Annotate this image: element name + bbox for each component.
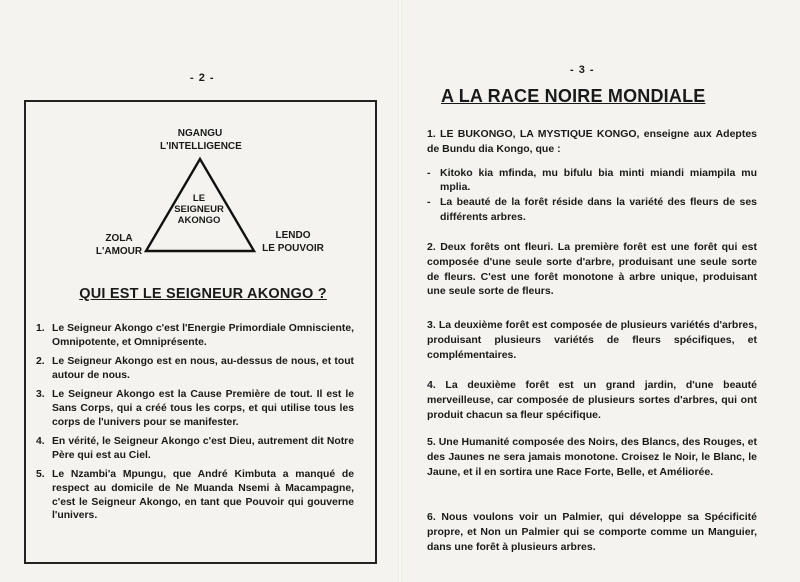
paragraph-1-bullet-french: [427, 195, 757, 225]
triangle-top-label-2: L'INTELLIGENCE: [160, 141, 242, 152]
left-page-title: QUI EST LE SEIGNEUR AKONGO ?: [79, 286, 327, 302]
bullet-dash: -: [427, 196, 431, 209]
paragraph-6: 6. Nous voulons voir un Palmier, qui développe sa Spécificité propre, et Non un Palmier qui se comporte comme un Manguier, dans une forêt à plusieurs arbres.: [427, 511, 757, 553]
bullet-text: Kitoko kia mfinda, mu bifulu bia minti miandi miampila mu mplia.: [440, 166, 757, 194]
list-item: [36, 388, 354, 429]
triangle-top-label: [160, 127, 240, 153]
bullet-text: La beauté de la forêt réside dans la variété des fleurs de ses différents arbres.: [440, 196, 757, 223]
list-item-number: 2.: [36, 356, 45, 368]
paragraph-1-intro: 1. LE BUKONGO, LA MYSTIQUE KONGO, enseigne aux Adeptes de Bundu dia Kongo, que :: [427, 128, 757, 155]
right-page-title: A LA RACE NOIRE MONDIALE: [441, 86, 706, 106]
triangle-left-label-2: L'AMOUR: [95, 246, 143, 257]
list-item-text: Le Seigneur Akongo est la Cause Première de tout. Il est le Sans Corps, qui a créé tous les corps, et qui utilise tous les corps de l'univers pour se manifester.: [52, 389, 354, 428]
triangle-left-label-1: ZOLA: [105, 233, 133, 244]
akongo-list: [36, 322, 354, 529]
triangle-center-label: [171, 193, 227, 226]
triangle-center-1: LE: [192, 193, 206, 204]
list-item-number: 4.: [36, 436, 45, 448]
paragraph-1: [427, 127, 757, 225]
triangle-left-label: [84, 232, 154, 258]
list-item: [36, 355, 354, 382]
triangle-right-label: [252, 229, 334, 255]
list-item-text: Le Seigneur Akongo est en nous, au-dessus de nous, et tout autour de nous.: [52, 356, 354, 381]
triangle-right-label-2: LE POUVOIR: [262, 243, 324, 254]
list-item: [36, 435, 354, 462]
list-item-text: Le Nzambi'a Mpungu, que André Kimbuta a manqué de respect au domicile de Ne Muanda Nsemi à Macampagne, c'est le Seigneur Akongo, en tant que Pouvoir qui gouverne l'univers.: [52, 469, 354, 522]
paragraph-2: 2. Deux forêts ont fleuri. La première forêt est une forêt qui est composée d'une seule sorte d'arbre, produisant une seule sorte de fleurs. C'est une forêt monotone à arbre unique, produisant une seule sorte de fleurs.: [427, 241, 757, 298]
list-item: [36, 322, 354, 349]
list-item-number: 5.: [36, 469, 45, 481]
right-page-number: - 3 -: [570, 64, 595, 76]
list-item: [36, 468, 354, 522]
paragraph-5: 5. Une Humanité composée des Noirs, des Blancs, des Rouges, et des Jaunes ne sera jamais monotone. Croisez le Noir, le Blanc, le Jaune, et il en sortira une Race Forte, Belle, et Améliorée.: [427, 436, 757, 478]
list-item-number: 3.: [36, 389, 45, 401]
left-page-number: - 2 -: [190, 72, 215, 84]
triangle-top-label-1: NGANGU: [177, 128, 223, 139]
list-item-number: 1.: [36, 323, 45, 334]
bullet-dash: -: [427, 166, 431, 179]
paragraph-4: 4. La deuxième forêt est un grand jardin, d'une beauté merveilleuse, car composée de plusieurs sortes d'arbres, qui ont produit chacun sa fleur spécifique.: [427, 379, 757, 421]
triangle-center-2: SEIGNEUR: [174, 204, 224, 215]
triangle-center-3: AKONGO: [177, 215, 221, 226]
paragraph-3: 3. La deuxième forêt est composée de plusieurs variétés d'arbres, produisant plusieurs variétés de fleurs spécifiques, et complémentaires.: [427, 319, 757, 361]
triangle-right-label-1: LENDO: [275, 230, 311, 241]
paragraph-1-bullet-kikongo: [427, 166, 757, 196]
list-item-text: En vérité, le Seigneur Akongo c'est Dieu, autrement dit Notre Père qui est au Ciel.: [52, 436, 354, 461]
list-item-text: Le Seigneur Akongo c'est l'Energie Primordiale Omnisciente, Omnipotente, et Omniprésente.: [52, 323, 354, 348]
